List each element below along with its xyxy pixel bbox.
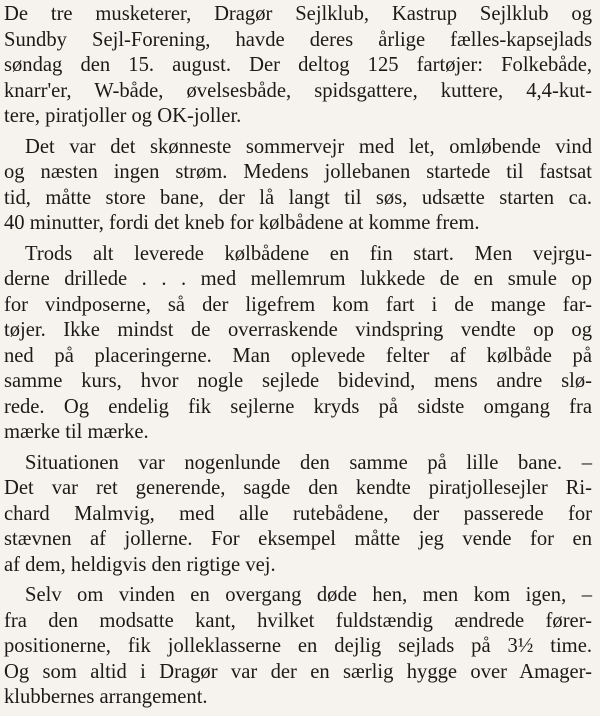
text-line: ned på placeringerne. Man oplevede felter af kølbåde på <box>4 344 592 367</box>
paragraph-5 <box>4 583 592 711</box>
text-line: rede. Og endelig fik sejlerne kryds på sidste omgang fra <box>4 395 592 418</box>
text-line: fra den modsatte kant, hvilket fuldstændig ændrede fører- <box>4 609 592 632</box>
text-line: Trods alt leverede kølbådene en fin start. Men vejrgu- <box>25 242 592 265</box>
paragraph-4 <box>4 451 592 579</box>
paragraph-1 <box>4 2 592 130</box>
text-line: positionerne, fik jolleklasserne en dejlig sejlads på 3½ time. <box>4 635 592 657</box>
text-line: derne drillede . . . med mellemrum lukkede de en smule op <box>4 268 592 290</box>
paragraph-3 <box>4 242 592 446</box>
text-line: og næsten ingen strøm. Medens jollebanen startede til fastsat <box>4 161 592 183</box>
text-line: Og som altid i Dragør var der en særlig hygge over Amager- <box>4 660 592 683</box>
text-line: mærke til mærke. <box>4 421 149 443</box>
text-line: chard Malmvig, med alle rutebådene, der passerede for <box>4 502 592 525</box>
text-line: Selv om vinden en overgang døde hen, men kom igen, – <box>25 584 592 606</box>
text-line: samme kurs, hvor nogle sejlede bidevind, mens andre slø- <box>4 370 592 392</box>
paragraph-2 <box>4 135 592 237</box>
text-line: Situationen var nogenlunde den samme på lille bane. – <box>25 451 592 474</box>
article-body <box>4 2 592 716</box>
text-line: stævnen af jollerne. For eksempel måtte jeg vende for en <box>4 528 592 550</box>
text-line: klubbernes arrangement. <box>4 686 208 708</box>
text-line: af dem, heldigvis den rigtige vej. <box>4 553 276 576</box>
text-line: 40 minutter, fordi det kneb for kølbådene at komme frem. <box>4 212 480 234</box>
text-line: tøjer. Ikke mindst de overraskende vindspring vendte op og <box>4 319 592 341</box>
text-line: tid, måtte store bane, der lå langt til søs, udsætte starten ca. <box>4 186 592 209</box>
text-line: knarr'er, W-både, øvelsesbåde, spidsgattere, kuttere, 4,4-kut- <box>4 79 592 102</box>
text-line: De tre musketerer, Dragør Sejlklub, Kastrup Sejlklub og <box>4 3 592 25</box>
text-line: søndag den 15. august. Der deltog 125 fartøjer: Folkebåde, <box>4 54 592 76</box>
text-line: Sundby Sejl-Forening, havde deres årlige fælles-kapsejlads <box>4 28 592 51</box>
text-line: for vindposerne, så der ligefrem kom fart i de mange far- <box>4 293 592 316</box>
text-line: tere, piratjoller og OK-joller. <box>4 105 242 127</box>
text-line: Det var ret generende, sagde den kendte piratjollesejler Ri- <box>4 477 592 499</box>
text-line: Det var det skønneste sommervejr med let, omløbende vind <box>25 135 592 158</box>
